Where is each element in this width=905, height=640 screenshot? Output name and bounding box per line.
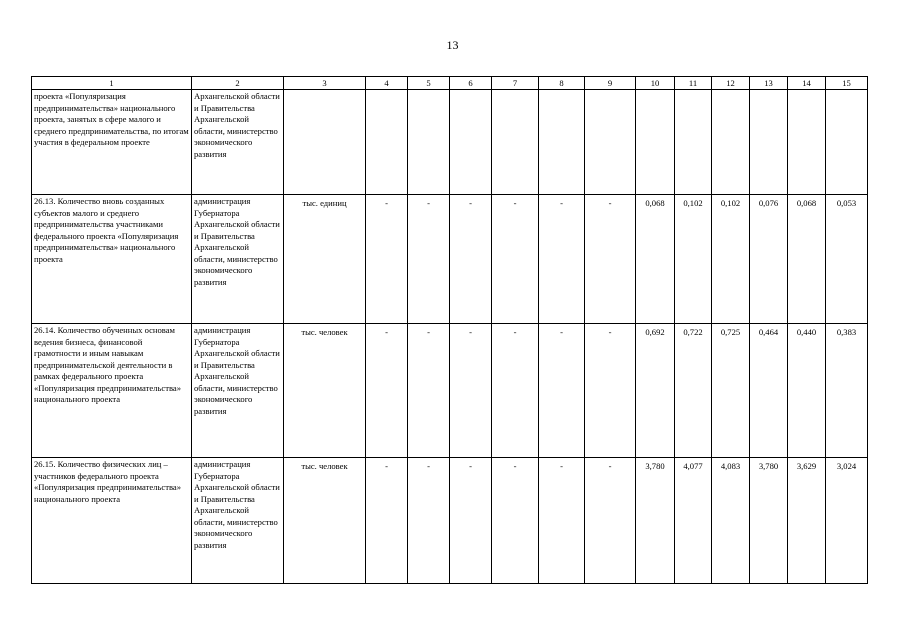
value-cell: - (450, 324, 492, 458)
value-cell: - (585, 458, 636, 584)
value-cell: - (492, 324, 539, 458)
column-header: 7 (492, 77, 539, 90)
column-header: 12 (712, 77, 750, 90)
responsible-cell: администрация Губернатора Архангельской области и Правительства Архангельской области, министерство экономического развития (192, 458, 284, 584)
value-cell: - (408, 324, 450, 458)
indicator-cell: 26.14. Количество обученных основам ведения бизнеса, финансовой грамотности и иным навыкам предпринимательской деятельности в рамках федерального проекта «Популяризация предпринимательства» национального проекта (32, 324, 192, 458)
value-cell (366, 90, 408, 195)
indicator-cell: проекта «Популяризация предпринимательства» национального проекта, занятых в сфере малого и среднего предпринимательства, по итогам участия в федеральном проекте (32, 90, 192, 195)
value-cell: 0,102 (675, 195, 712, 324)
value-cell: 0,464 (750, 324, 788, 458)
indicator-cell: 26.13. Количество вновь созданных субъектов малого и среднего предпринимательства участниками федерального проекта «Популяризация предпринимательства» национального проекта (32, 195, 192, 324)
value-cell: 4,077 (675, 458, 712, 584)
value-cell: - (366, 458, 408, 584)
value-cell: - (492, 195, 539, 324)
responsible-cell: администрация Губернатора Архангельской области и Правительства Архангельской области, министерство экономического развития (192, 195, 284, 324)
column-header: 11 (675, 77, 712, 90)
table-row (32, 324, 868, 458)
value-cell (675, 90, 712, 195)
table-row (32, 458, 868, 584)
value-cell: - (585, 324, 636, 458)
column-header: 5 (408, 77, 450, 90)
column-header: 10 (636, 77, 675, 90)
value-cell: 0,725 (712, 324, 750, 458)
indicators-table (31, 76, 868, 584)
unit-cell: тыс. человек (284, 458, 366, 584)
value-cell: 0,383 (826, 324, 868, 458)
value-cell (585, 90, 636, 195)
value-cell (450, 90, 492, 195)
value-cell (539, 90, 585, 195)
value-cell: 3,629 (788, 458, 826, 584)
value-cell: 0,068 (788, 195, 826, 324)
column-header: 1 (32, 77, 192, 90)
value-cell: 0,692 (636, 324, 675, 458)
value-cell (826, 90, 868, 195)
column-header: 2 (192, 77, 284, 90)
value-cell: 3,024 (826, 458, 868, 584)
indicator-cell: 26.15. Количество физических лиц – участников федерального проекта «Популяризация предпринимательства» национального проекта (32, 458, 192, 584)
value-cell (712, 90, 750, 195)
value-cell: - (408, 458, 450, 584)
table-row (32, 195, 868, 324)
unit-cell (284, 90, 366, 195)
column-header: 14 (788, 77, 826, 90)
value-cell: - (539, 324, 585, 458)
header-row (32, 77, 868, 90)
column-header: 9 (585, 77, 636, 90)
value-cell: 0,053 (826, 195, 868, 324)
value-cell: - (450, 195, 492, 324)
value-cell: 0,068 (636, 195, 675, 324)
value-cell: 4,083 (712, 458, 750, 584)
column-header: 6 (450, 77, 492, 90)
value-cell (750, 90, 788, 195)
value-cell: - (366, 324, 408, 458)
column-header: 3 (284, 77, 366, 90)
unit-cell: тыс. человек (284, 324, 366, 458)
column-header: 4 (366, 77, 408, 90)
value-cell (408, 90, 450, 195)
value-cell: 0,076 (750, 195, 788, 324)
value-cell: - (585, 195, 636, 324)
value-cell: 0,440 (788, 324, 826, 458)
column-header: 13 (750, 77, 788, 90)
responsible-cell: Архангельской области и Правительства Архангельской области, министерство экономического развития (192, 90, 284, 195)
value-cell (636, 90, 675, 195)
column-header: 15 (826, 77, 868, 90)
unit-cell: тыс. единиц (284, 195, 366, 324)
value-cell: - (492, 458, 539, 584)
responsible-cell: администрация Губернатора Архангельской области и Правительства Архангельской области, министерство экономического развития (192, 324, 284, 458)
value-cell: 3,780 (636, 458, 675, 584)
table-row (32, 90, 868, 195)
value-cell (788, 90, 826, 195)
value-cell: - (408, 195, 450, 324)
value-cell (492, 90, 539, 195)
page-number: 13 (446, 38, 459, 52)
value-cell: - (450, 458, 492, 584)
value-cell: - (539, 458, 585, 584)
value-cell: - (539, 195, 585, 324)
value-cell: 3,780 (750, 458, 788, 584)
value-cell: - (366, 195, 408, 324)
column-header: 8 (539, 77, 585, 90)
value-cell: 0,722 (675, 324, 712, 458)
value-cell: 0,102 (712, 195, 750, 324)
